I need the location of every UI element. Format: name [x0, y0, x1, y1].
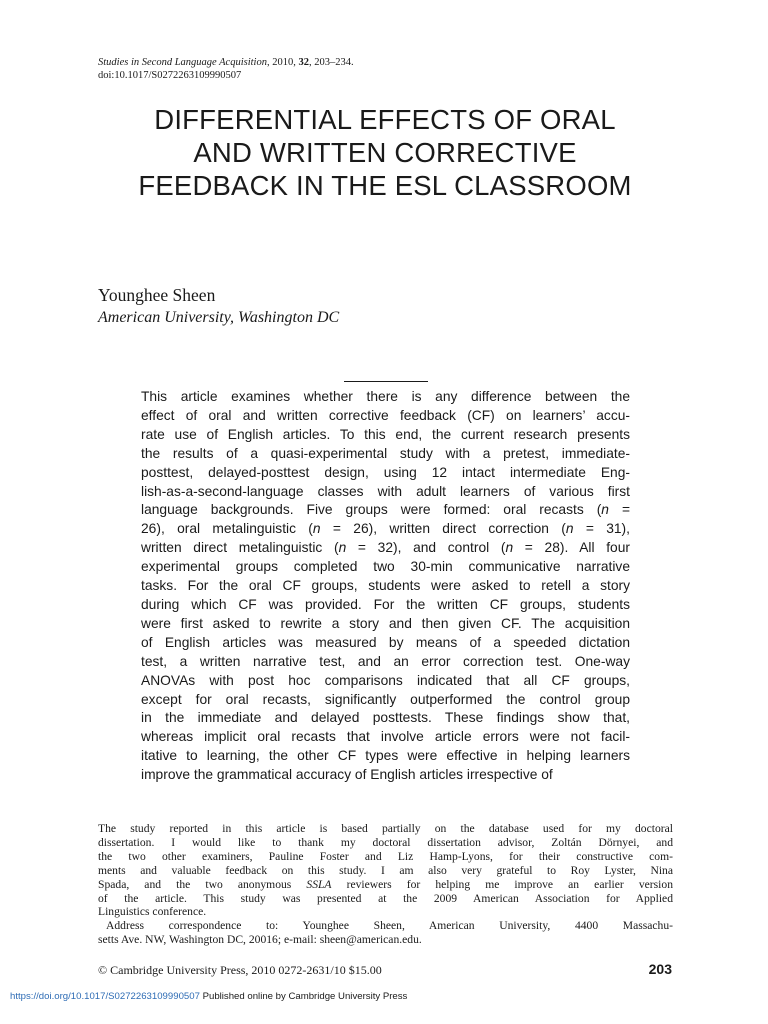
title-line: AND WRITTEN CORRECTIVE [193, 137, 577, 168]
title-line: FEEDBACK IN THE ESL CLASSROOM [138, 170, 632, 201]
footnote-line: ments and valuable feedback on this study. I am also very grateful to Roy Lyster, Nina [98, 863, 673, 877]
footnote-line: Spada, and the two anonymous SSLA reviewers for helping me improve an earlier version [98, 877, 673, 891]
abstract-line: were first asked to rewrite a story and then given CF. The acquisition [141, 615, 630, 631]
abstract-line: posttest, delayed-posttest design, using 12 intact intermediate Eng- [141, 464, 630, 480]
abstract-line: experimental groups completed two 30-min communicative narrative [141, 559, 630, 575]
article-title [60, 103, 710, 202]
citation-line [98, 56, 354, 69]
abstract-line: except for oral recasts, significantly outperformed the control group [141, 691, 630, 707]
abstract-line: rate use of English articles. To this end, the current research presents [141, 426, 630, 442]
abstract-line: improve the grammatical accuracy of English articles irrespective of [141, 767, 553, 783]
abstract-line: written direct metalinguistic (n = 32), and control (n = 28). All four [141, 540, 630, 556]
footnote-line: dissertation. I would like to thank my doctoral dissertation advisor, Zoltán Dörnyei, and [98, 835, 673, 849]
footnote-line: setts Ave. NW, Washington DC, 20016; e-mail: sheen@american.edu. [98, 933, 422, 947]
abstract-line: 26), oral metalinguistic (n = 26), written direct correction (n = 31), [141, 521, 630, 537]
footnote-line: the two other examiners, Pauline Foster and Liz Hamp-Lyons, for their constructive com- [98, 849, 673, 863]
abstract-line: effect of oral and written corrective feedback (CF) on learners’ accu- [141, 407, 630, 423]
footnote-line: Linguistics conference. [98, 905, 207, 919]
footnote-line: of the article. This study was presented at the 2009 American Association for Applied [98, 891, 673, 905]
doi-link[interactable]: https://doi.org/10.1017/S0272263109990507 [10, 991, 200, 1002]
abstract-line: during which CF was provided. For the written CF groups, students [141, 596, 630, 612]
abstract-line: ANOVAs with post hoc comparisons indicated that all CF groups, [141, 672, 630, 688]
abstract-line: whereas implicit oral recasts that involve article errors were not facil- [141, 729, 630, 745]
abstract-line: in the immediate and delayed posttests. These findings show that, [141, 710, 630, 726]
journal-citation [98, 56, 354, 82]
abstract-line: itative to learning, the other CF types were effective in helping learners [141, 748, 630, 764]
abstract-line: tasks. For the oral CF groups, students were asked to retell a story [141, 578, 630, 594]
citation-year: , 2010, [266, 57, 299, 68]
abstract-line: test, a written narrative test, and an error correction test. One-way [141, 653, 630, 669]
abstract-divider [344, 381, 428, 382]
published-online-note: Published online by Cambridge University Press [199, 991, 408, 1002]
citation-pages: , 203–234. [308, 57, 354, 68]
abstract-line: the results of a quasi-experimental study with a pretest, immediate- [141, 445, 630, 461]
footnote [98, 822, 673, 947]
page-number: 203 [648, 961, 672, 977]
abstract-line: This article examines whether there is any difference between the [141, 389, 630, 404]
abstract-line: lish-as-a-second-language classes with adult learners of various first [141, 483, 630, 499]
citation-doi: doi:10.1017/S0272263109990507 [98, 70, 242, 81]
footnote-line: The study reported in this article is based partially on the database used for my doctoral [98, 822, 673, 835]
abstract [141, 388, 630, 785]
copyright-line: © Cambridge University Press, 2010 0272-2631/10 $15.00 [98, 963, 382, 977]
abstract-line: of English articles was measured by means of a speeded dictation [141, 634, 630, 650]
footnote-line: Address correspondence to: Younghee Sheen, American University, 4400 Massachu- [106, 919, 673, 933]
author-name: Younghee Sheen [98, 285, 216, 305]
title-line: DIFFERENTIAL EFFECTS OF ORAL [154, 104, 616, 135]
abstract-line: language backgrounds. Five groups were formed: oral recasts (n = [141, 502, 631, 518]
publisher-bar [10, 991, 407, 1002]
journal-name: Studies in Second Language Acquisition [98, 57, 267, 68]
author-affiliation: American University, Washington DC [98, 309, 340, 326]
citation-volume: 32 [298, 57, 309, 68]
